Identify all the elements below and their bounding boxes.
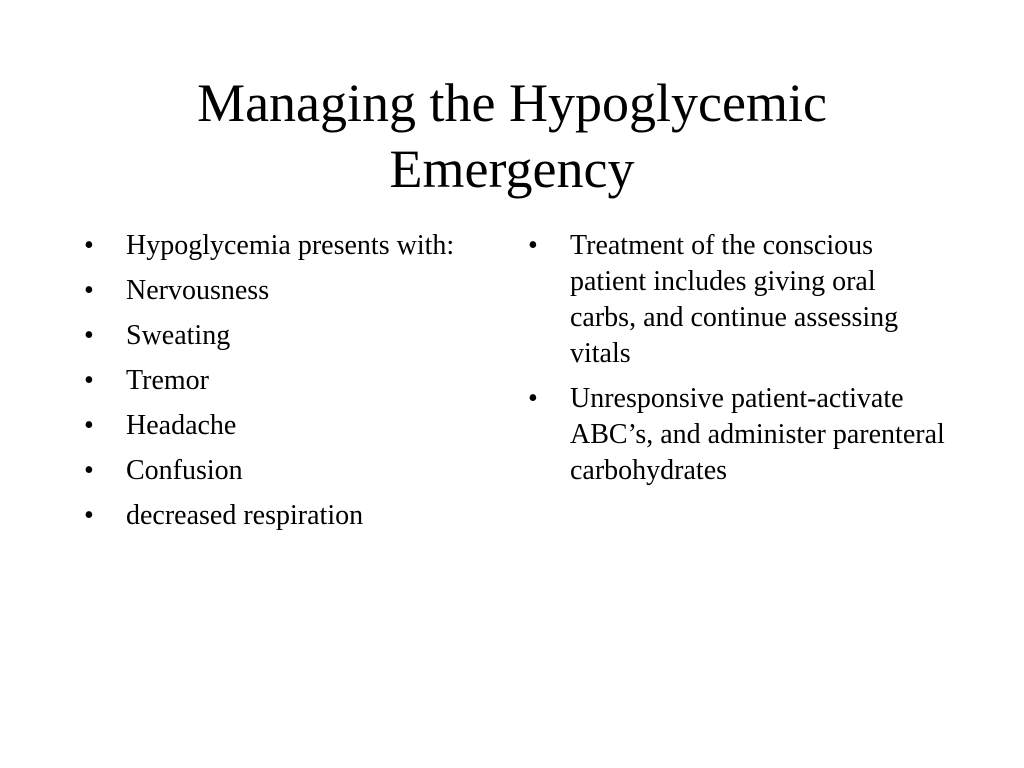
bullet-icon: •: [84, 455, 94, 486]
bullet-icon: •: [84, 500, 94, 531]
bullet-icon: •: [84, 365, 94, 396]
bullet-icon: •: [528, 230, 538, 261]
bullet-icon: •: [84, 275, 94, 306]
list-item-text: Tremor: [126, 365, 209, 396]
bullet-icon: •: [84, 320, 94, 351]
list-item: [84, 273, 484, 309]
list-item-text: Nervousness: [126, 275, 270, 306]
right-bullet-list: [528, 228, 948, 498]
slide-title: [0, 70, 1024, 202]
title-line-2: Emergency: [389, 139, 635, 199]
list-item-text: Hypoglycemia presents with:: [126, 230, 455, 261]
bullet-icon: •: [528, 383, 538, 414]
list-item: [84, 453, 484, 489]
bullet-icon: •: [84, 230, 94, 261]
list-item: [84, 228, 484, 264]
list-item-text: decreased respiration: [126, 500, 364, 531]
list-item: [84, 498, 484, 534]
list-item: [528, 381, 948, 489]
list-item-text: Confusion: [126, 455, 243, 486]
list-item: [84, 318, 484, 354]
list-item: [528, 228, 948, 372]
list-item-text: Headache: [126, 410, 237, 441]
list-item: [84, 363, 484, 399]
list-item-text: Unresponsive patient-activate ABC’s, and administer parenteral carbohydrates: [570, 383, 945, 486]
bullet-icon: •: [84, 410, 94, 441]
list-item-text: Treatment of the conscious patient includes giving oral carbs, and continue assessing vitals: [570, 230, 899, 369]
left-bullet-list: [84, 228, 484, 543]
title-line-1: Managing the Hypoglycemic: [197, 73, 827, 133]
list-item: [84, 408, 484, 444]
list-item-text: Sweating: [126, 320, 231, 351]
